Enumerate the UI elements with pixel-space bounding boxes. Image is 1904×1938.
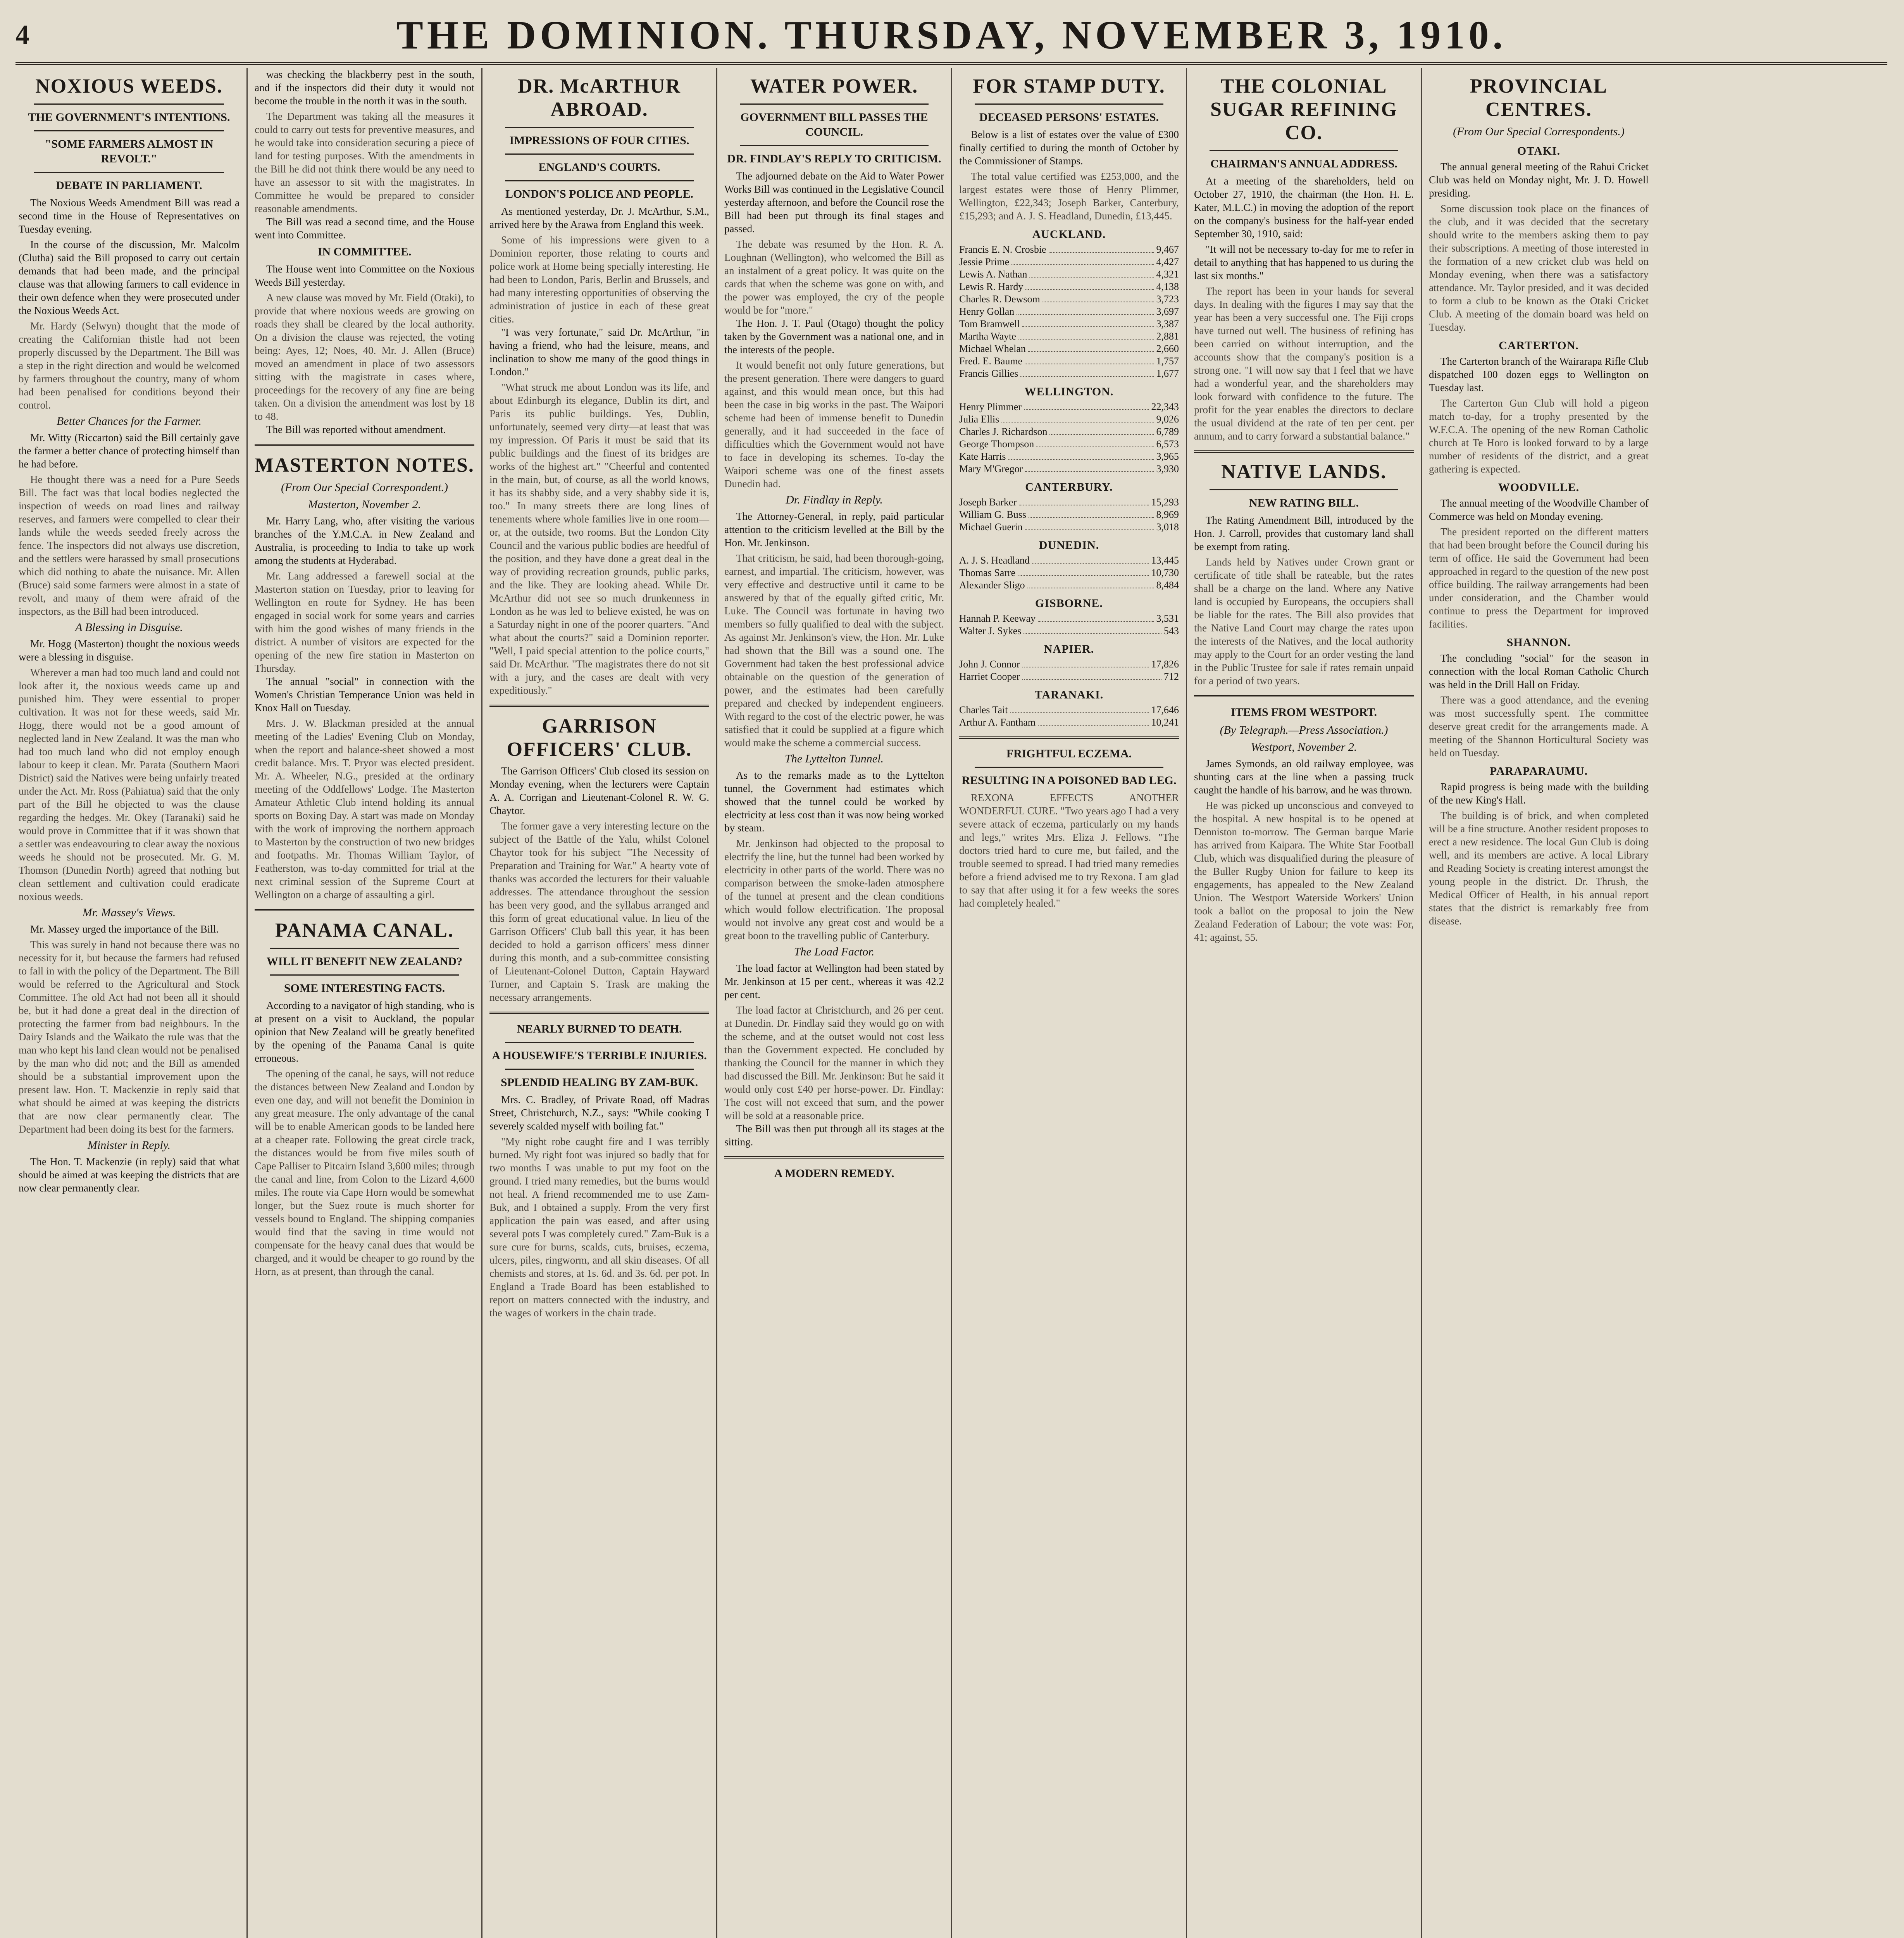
column-sugar-native-westport: THE COLONIAL SUGAR REFINING CO. CHAIRMAN'S ANNUAL ADDRESS. At a meeting of the shareholders, held on October 27, 1910, the chairman (the Hon. H. E. Kater, M.L.C.) in moving the adoption of the report on the company's business for the half-year ended September 30, 1910, said: "It will not be necessary to-day for me to refer in detail to anything that has happened to us during the last six months." The report has been in your hands for several days. In dealing with the figures I may say that the year has been a very successful one. The Fiji crops have turned out well. The business of refining has been carried on without interruption, and the accounts show that the company's position is a strong one. "I will now say that I feel that we have had a wonderful year, and the shareholders may look forward with confidence to the future. The profit for the year enables the directors to declare the usual dividend at the rate of ten per cent. per annum, and to carry forward a substantial balance." NATIVE LANDS. NEW RATING BILL. The Rating Amendment Bill, introduced by the Hon. J. Carroll, provides that customary land shall be exempt from rating. Lands held by Natives under Crown grant or certificate of title shall be rateable, but the rates shall be a charge on the land. Where any Native land is occupied by Europeans, the occupiers shall be liable for the rates. The Bill also provides that the Native Land Court may charge the rates upon the interests of the Natives, and the local authority may apply to the Court for an order vesting the land in the Public Trustee for sale if rates remain unpaid for a period of two years. ITEMS FROM WESTPORT. (By Telegraph.—Press Association.) Westport, November 2. James Symonds, an old railway employee, was shunting cars at the line when a passing truck caught the handle of his barrow, and he was thrown. He was picked up unconscious and conveyed to the hospital. A new hospital is to be opened at Denniston to-morrow. The German barque Marie has arrived from Kaipara. The White Star Football Club, which was disqualified during the pleasure of the Buller Rugby Union for failure to keep its engagements, has appealed to the New Zealand Union. The Westport Waterside Workers' Union took a ballot on the proposal to join the New Zealand Federation of Labour; the vote was: For, 41; against, 55. xyxy=(1186,68,1421,1938)
article-paragraph: Rapid progress is being made with the building of the new King's Hall. xyxy=(1429,781,1649,806)
region-heading: CARTERTON. xyxy=(1499,339,1579,352)
subheading: CHAIRMAN'S ANNUAL ADDRESS. xyxy=(1210,157,1397,170)
article-paragraph: was checking the blackberry pest in the south, and if the inspectors did their duty it would not become the trouble in the north it was in the south. xyxy=(255,69,474,107)
region-heading: GISBORNE. xyxy=(1035,597,1103,610)
subheading: DEBATE IN PARLIAMENT. xyxy=(56,179,202,192)
section-heading: Mr. Massey's Views. xyxy=(82,906,176,919)
subheading: "SOME FARMERS ALMOST IN REVOLT." xyxy=(45,138,214,165)
dateline: Westport, November 2. xyxy=(1251,741,1357,753)
subheading: IMPRESSIONS OF FOUR CITIES. xyxy=(509,134,689,147)
headline: DR. McARTHUR ABROAD. xyxy=(518,75,681,121)
headline: THE COLONIAL SUGAR REFINING CO. xyxy=(1210,75,1398,144)
estate-row: A. J. S. Headland 13,445 xyxy=(959,555,1179,566)
article-paragraph: The Attorney-General, in reply, paid particular attention to the criticism levelled at the Bill by the Hon. Mr. Jenkinson. xyxy=(724,510,944,548)
section-heading: A Blessing in Disguise. xyxy=(75,621,183,634)
article-paragraph: At a meeting of the shareholders, held on October 27, 1910, the chairman (the Hon. H. E. Kater, M.L.C.) in moving the adoption of the report on the company's business for the half-year ended September 30, 1910, said: xyxy=(1194,175,1414,240)
region-heading: AUCKLAND. xyxy=(1032,228,1106,241)
subheading: RESULTING IN A POISONED BAD LEG. xyxy=(961,774,1177,787)
subheading: SOME INTERESTING FACTS. xyxy=(284,982,445,995)
subheading: ENGLAND'S COURTS. xyxy=(538,161,660,174)
estate-row: Walter J. Sykes 543 xyxy=(959,625,1179,636)
section-heading: Minister in Reply. xyxy=(87,1139,171,1152)
region-heading: OTAKI. xyxy=(1517,145,1561,157)
estate-row: Charles Tait 17,646 xyxy=(959,704,1179,716)
headline: MASTERTON NOTES. xyxy=(255,454,474,476)
estate-row: Lewis R. Hardy 4,138 xyxy=(959,281,1179,292)
article-paragraph: "I was very fortunate," said Dr. McArthur, "in having a friend, who had the leisure, means, and inclination to show me many of the good things in London." xyxy=(489,326,709,378)
subheading: ITEMS FROM WESTPORT. xyxy=(1230,706,1377,719)
estate-row: Henry Gollan 3,697 xyxy=(959,306,1179,317)
masthead-title: THE DOMINION. THURSDAY, NOVEMBER 3, 1910. xyxy=(396,12,1507,57)
region-heading: TARANAKI. xyxy=(1034,688,1104,701)
article-paragraph: The annual meeting of the Woodville Chamber of Commerce was held on Monday evening. xyxy=(1429,497,1649,522)
estate-row: Julia Ellis 9,026 xyxy=(959,414,1179,425)
byline: (From Our Special Correspondents.) xyxy=(1453,125,1625,138)
section-heading: Dr. Findlay in Reply. xyxy=(786,493,883,506)
column-provincial-centres: PROVINCIAL CENTRES. (From Our Special Correspondents.) OTAKI. The annual general meeting of the Rahui Cricket Club was held on Monday night, Mr. J. D. Howell presiding. Some discussion took place on the finances of the club, and it was decided that the secretary should write to the members asking them to pay their subscriptions. A meeting of those interested in the formation of a new cricket club was held on Monday evening, when there was a satisfactory attendance. Mr. Taylor presided, and it was decided to form a club to be known as the Otaki Cricket Club. A meeting of the domain board was held on Tuesday. CARTERTON. The Carterton branch of the Wairarapa Rifle Club dispatched 100 dozen eggs to Wellington on Tuesday last. The Carterton Gun Club will hold a pigeon match to-day, for a trophy presented by the W.F.C.A. The opening of the new Roman Catholic church at Te Horo is looked forward to by a large number of residents of the district, and a great gathering is expected. WOODVILLE. The annual meeting of the Woodville Chamber of Commerce was held on Monday evening. The president reported on the different matters that had been brought before the Council during his term of office. He said the Government had been approached in regard to the question of the new post office building. The railway arrangements had been under consideration, and the Chamber would continue to press the Department for improved facilities. SHANNON. The concluding "social" for the season in connection with the local Roman Catholic Church was held in the Drill Hall on Friday. There was a good attendance, and the evening was most successfully spent. The committee deserve great credit for the arrangements made. A meeting of the Shannon Horticultural Society was held on Tuesday. PARAPARAUMU. Rapid progress is being made with the building of the new King's Hall. The building is of brick, and when completed will be a fine structure. Another resident proposes to erect a new residence. The local Gun Club is doing well, and its members are active. A local Library and Reading Society is creating interest amongst the young people in the district. Dr. Thrush, the Medical Officer of Health, in his annual report states that the district is remarkably free from disease. xyxy=(1421,68,1656,1938)
subheading: THE GOVERNMENT'S INTENTIONS. xyxy=(28,111,230,124)
article-paragraph: The Garrison Officers' Club closed its session on Monday evening, when the lecturers were Captain A. A. Corrigan and Lieutenant-Colonel R. W. G. Chaytor. xyxy=(489,765,709,816)
subheading: NEARLY BURNED TO DEATH. xyxy=(517,1022,682,1035)
article-paragraph: The annual general meeting of the Rahui Cricket Club was held on Monday night, Mr. J. D. Howell presiding. xyxy=(1429,161,1649,199)
headline: WATER POWER. xyxy=(750,75,918,97)
region-heading: WOODVILLE. xyxy=(1498,481,1580,494)
article-paragraph: The annual "social" in connection with the Women's Christian Temperance Union was held in Knox Hall on Tuesday. xyxy=(255,676,474,714)
dateline: Masterton, November 2. xyxy=(308,498,421,511)
estate-row: Jessie Prime 4,427 xyxy=(959,256,1179,267)
byline: (By Telegraph.—Press Association.) xyxy=(1220,724,1388,736)
column-mcarthur-garrison-zambuk: DR. McARTHUR ABROAD. IMPRESSIONS OF FOUR CITIES. ENGLAND'S COURTS. LONDON'S POLICE AND PEOPLE. As mentioned yesterday, Dr. J. McArthur, S.M., arrived here by the Arawa from England this week. Some of his impressions were given to a Dominion reporter, those relating to courts and police work at Home being specially interesting. He had been to London, Paris, Berlin and Brussels, and had many interesting opportunities of observing the administration of justice in each of these great cities. "I was very fortunate," said Dr. McArthur, "in having a friend, who had the leisure, means, and inclination to show me many of the good things in London." "What struck me about London was its life, and about Edinburgh its elegance, Dublin its dirt, and Paris its public buildings. Yes, Dublin, unfortunately, seemed very dirty—at least that was my impression. Of Paris it must be said that its public buildings and the finest of its bridges are works of the highest art." "Cheerful and contented in the main, but, of course, as all the world knows, it has its shabby side, and a very shabby side it is, too." In many streets there are long lines of tenements where whole families live in one room—or, at the outside, two rooms. But the London City Council and the various public bodies are heedful of the position, and they have done a great deal in the way of providing recreation grounds, public parks, and the like. They are looking ahead. While Dr. McArthur did not see so much drunkenness in London as he was led to believe existed, he was on a Saturday night in one of the poorer quarters. "And what about the courts?" said a Dominion reporter. "Well, I paid special attention to the police courts," said Dr. McArthur. "The magistrates there do not sit with a jury, and the cases are dealt with very expeditiously." GARRISON OFFICERS' CLUB. The Garrison Officers' Club closed its session on Monday evening, when the lecturers were Captain A. A. Corrigan and Lieutenant-Colonel R. W. G. Chaytor. The former gave a very interesting lecture on the subject of the Battle of the Yalu, whilst Colonel Chaytor took for his subject "The Necessity of Preparation and Training for War." A hearty vote of thanks was accorded the lecturers for their valuable addresses. The attendance throughout the session has been very good, and the syllabus arranged and this form of great educational value. In lieu of the Garrison Officers' Club ball this year, it has been decided to hold a garrison officers' mess dinner during this month, and a sub-committee consisting of Lieutenant-Colonel Dutton, Captain Hayward Turner, and Captain S. Trask are making the necessary arrangements. NEARLY BURNED TO DEATH. A HOUSEWIFE'S TERRIBLE INJURIES. SPLENDID HEALING BY ZAM-BUK. Mrs. C. Bradley, of Private Road, off Madras Street, Christchurch, N.Z., says: "While cooking I severely scalded myself with boiling fat." "My night robe caught fire and I was terribly burned. My right foot was injured so badly that for two months I was unable to put my foot on the ground. I tried many remedies, but the burns would not heal. A friend recommended me to use Zam-Buk, and I obtained a supply. From the very first application the pain was eased, and after using several pots I was completely cured." Zam-Buk is a sure cure for burns, scalds, cuts, bruises, eczema, ulcers, piles, ringworm, and all skin diseases. Of all chemists and stores, at 1s. 6d. and 3s. 6d. per pot. In England a Trade Board has been established to report on matters connected with the industry, and the wages of workers in the chain trade. xyxy=(481,68,716,1938)
estate-row: Alexander Sligo 8,484 xyxy=(959,579,1179,591)
article-paragraph: The Bill was then put through all its stages at the sitting. xyxy=(724,1123,944,1148)
region-heading: SHANNON. xyxy=(1506,636,1571,649)
article-paragraph: Mr. Hogg (Masterton) thought the noxious weeds were a blessing in disguise. xyxy=(19,638,240,663)
estate-row: Tom Bramwell 3,387 xyxy=(959,318,1179,329)
article-paragraph: The Hon. J. T. Paul (Otago) thought the policy taken by the Government was a national one, and in the interests of the people. xyxy=(724,317,944,355)
estate-row: Mary M'Gregor 3,930 xyxy=(959,463,1179,474)
article-paragraph: In the course of the discussion, Mr. Malcolm (Clutha) said the Bill proposed to carry out certain demands that had been made, and the principal clause was that allowing farmers to call evidence in their own defence when they were prosecuted under the Noxious Weeds Act. xyxy=(19,239,240,316)
article-paragraph: The concluding "social" for the season in connection with the local Roman Catholic Church was held in the Drill Hall on Friday. xyxy=(1429,652,1649,690)
estate-row: Fred. E. Baume 1,757 xyxy=(959,355,1179,367)
estate-row: Arthur A. Fantham 10,241 xyxy=(959,717,1179,728)
subheading: A MODERN REMEDY. xyxy=(774,1167,894,1180)
region-heading: PARAPARAUMU. xyxy=(1489,765,1588,778)
article-paragraph: The Noxious Weeds Amendment Bill was read a second time in the House of Representatives on Tuesday evening. xyxy=(19,197,240,235)
region-heading: WELLINGTON. xyxy=(1024,385,1114,398)
section-heading: The Lyttelton Tunnel. xyxy=(785,752,884,765)
columns xyxy=(12,68,1891,1938)
estate-row: Charles R. Dewsom 3,723 xyxy=(959,293,1179,305)
article-paragraph: The Bill was reported without amendment. xyxy=(266,424,446,435)
region-heading: CANTERBURY. xyxy=(1025,481,1113,493)
headline: NOXIOUS WEEDS. xyxy=(35,75,223,97)
estate-row: Michael Guerin 3,018 xyxy=(959,521,1179,533)
subheading: NEW RATING BILL. xyxy=(1249,497,1359,509)
estate-row: Harriet Cooper 712 xyxy=(959,671,1179,682)
subheading: GOVERNMENT BILL PASSES THE COUNCIL. xyxy=(740,111,928,138)
byline: (From Our Special Correspondent.) xyxy=(281,481,448,494)
estate-row: Charles J. Richardson 6,789 xyxy=(959,426,1179,437)
subheading: DECEASED PERSONS' ESTATES. xyxy=(979,111,1159,124)
subheading: WILL IT BENEFIT NEW ZEALAND? xyxy=(266,955,463,968)
column-committee-masterton-panama: was checking the blackberry pest in the south, and if the inspectors did their duty it would not become the trouble in the north it was in the south. The Department was taking all the measures it could to carry out tests for preventive measures, and he would take into consideration securing a piece of land for testing purposes. With the amendments in the Bill he did not think there would be any need to have an assessor to sit with the magistrates. In Committee he would be prepared to consider reasonable amendments. The Bill was read a second time, and the House went into Committee. IN COMMITTEE. The House went into Committee on the Noxious Weeds Bill yesterday. A new clause was moved by Mr. Field (Otaki), to provide that where noxious weeds are growing on roads they shall be cleared by the local authority. On a division the clause was rejected, the voting being: Ayes, 12; Noes, 40. Mr. J. Allen (Bruce) moved an amendment in place of two assessors sitting with the magistrate in cases where, proceedings for the recovery of any fine are being taken. On a division the amendment was lost by 18 to 48. The Bill was reported without amendment. MASTERTON NOTES. (From Our Special Correspondent.) Masterton, November 2. Mr. Harry Lang, who, after visiting the various branches of the Y.M.C.A. in New Zealand and Australia, is proceeding to India to take up work among the students at Hyderabad. Mr. Lang addressed a farewell social at the Masterton station on Tuesday, prior to leaving for Wellington en route for Sydney. He has been engaged in social work for some years and carries with him the good wishes of many friends in the district. A number of visitors are expected for the opening of the new fire station in Masterton on Thursday. The annual "social" in connection with the Women's Christian Temperance Union was held in Knox Hall on Tuesday. Mrs. J. W. Blackman presided at the annual meeting of the Ladies' Evening Club on Monday, when the report and balance-sheet showed a most credit balance. Mrs. T. Pryor was elected president. Mr. A. Wheeler, N.G., presided at the ordinary meeting of the Oddfellows' Lodge. The Masterton Amateur Athletic Club intend holding its annual sports on Boxing Day. A start was made on Monday with the work of improving the northern approach to Masterton by the construction of two new bridges and footpaths. Mr. Thomas William Taylor, of Featherston, was to-day committed for trial at the next criminal session of the Supreme Court at Wellington on a charge of assaulting a girl. PANAMA CANAL. WILL IT BENEFIT NEW ZEALAND? SOME INTERESTING FACTS. According to a navigator of high standing, who is at present on a visit to Auckland, the popular opinion that New Zealand will be greatly benefited by the opening of the Panama Canal is quite erroneous. The opening of the canal, he says, will not reduce the distances between New Zealand and London by even one day, and will not benefit the Dominion in any great measure. The only advantage of the canal will be to enable American goods to be landed here at a cheaper rate. Following the great circle track, the distances would be from five miles south of Cape Palliser to Pitcairn Island 3,600 miles; through the canal and line, from Colon to the Lizard 4,600 miles. The route via Cape Horn would be somewhat longer, but the Suez route is much shorter for vessels bound to England. The shipping companies would find that the saving in time would not compensate for the heavy canal dues that would be charged, and it would be cheaper to go round by the Horn, as at present, than through the canal. xyxy=(246,68,481,1938)
article-paragraph: Below is a list of estates over the value of £300 finally certified to during the month of October by the Commissioner of Stamps. xyxy=(959,129,1179,167)
headline: NATIVE LANDS. xyxy=(1221,461,1387,483)
subheading: DR. FINDLAY'S REPLY TO CRITICISM. xyxy=(727,152,941,165)
headline: PANAMA CANAL. xyxy=(275,919,454,941)
article-paragraph: The Hon. T. Mackenzie (in reply) said that what should be aimed at was keeping the districts that are now clear permanently clear. xyxy=(19,1156,240,1194)
estate-row: John J. Connor 17,826 xyxy=(959,659,1179,670)
headline: GARRISON OFFICERS' CLUB. xyxy=(507,715,692,760)
article-paragraph: The load factor at Wellington had been stated by Mr. Jenkinson at 15 per cent., whereas it was 42.2 per cent. xyxy=(724,962,944,1000)
section-heading: Better Chances for the Farmer. xyxy=(56,415,202,428)
article-paragraph: As to the remarks made as to the Lyttelton tunnel, the Government had estimates which showed that the tunnel could be worked by electricity at less cost than it was now being worked by steam. xyxy=(724,769,944,834)
article-paragraph: Mr. Witty (Riccarton) said the Bill certainly gave the farmer a better chance of protecting himself than he had before. xyxy=(19,432,240,470)
estate-row: Francis E. N. Crosbie 9,467 xyxy=(959,244,1179,255)
section-heading: The Load Factor. xyxy=(794,945,875,958)
region-heading: DUNEDIN. xyxy=(1039,539,1099,552)
column-noxious-weeds: NOXIOUS WEEDS. THE GOVERNMENT'S INTENTIONS. "SOME FARMERS ALMOST IN REVOLT." DEBATE IN PARLIAMENT. The Noxious Weeds Amendment Bill was read a second time in the House of Representatives on Tuesday evening. In the course of the discussion, Mr. Malcolm (Clutha) said the Bill proposed to carry out certain demands that had been made, and the principal clause was that allowing farmers to call evidence in their own defence when they were prosecuted under the Noxious Weeds Act. Mr. Hardy (Selwyn) thought that the mode of creating the Californian thistle had not been properly discussed by the Department. The Bill was a step in the right direction and would be welcomed by farmers throughout the country, many of whom had been penalised for conditions beyond their control. Better Chances for the Farmer. Mr. Witty (Riccarton) said the Bill certainly gave the farmer a better chance of protecting himself than he had before. He thought there was a need for a Pure Seeds Bill. The fact was that local bodies neglected the inspection of weeds on road lines and railway reserves, and farmers were compelled to clear their lands while the weeds seeded freely across the fence. The inspectors did not always use discretion, and the settlers were harassed by small prosecutions which did nothing to abate the nuisance. Mr. Allen (Bruce) said some farmers were almost in a state of revolt, and many of them were afraid of the inspectors, as the Bill had been introduced. A Blessing in Disguise. Mr. Hogg (Masterton) thought the noxious weeds were a blessing in disguise. Wherever a man had too much land and could not look after it, the noxious weeds came up and punished him. They were essential to proper cultivation. It was not for these weeds, said Mr. Hogg, there would not be a good amount of neglected land in New Zealand. It was the man who had too much land who did not employ enough labour to keep it clean. Mr. Parata (Southern Maori District) said the Natives were being unfairly treated under the Act. Mr. Ross (Pahiatua) said that the only part of the Bill he objected to was the clause regarding the hedges. Mr. Okey (Taranaki) said he would prove in Committee that if it was shown that a settler was endeavouring to clear away the noxious weeds he should not be prosecuted. Mr. G. M. Thomson (Dunedin North) agreed that nothing but clean settlement and cultivation could eradicate noxious weeds. Mr. Massey's Views. Mr. Massey urged the importance of the Bill. This was surely in hand not because there was no necessity for it, but because the farmers had refused to fall in with the policy of the Department. The Bill would be referred to the Agricultural and Stock Committee. The old Act had not been all it should be, but it had done a great deal in the direction of protecting the farmer from bad neighbours. In the Dairy Islands and the Waikato the rule was that the man who kept his land clean would not be penalised by the man who did not; and the Bill as amended should be a substantial improvement upon the present law. Hon. T. Mackenzie in reply said that what should be aimed at was keeping the districts that are now clear permanently clear. The Department had been doing its best for the farmers. Minister in Reply. The Hon. T. Mackenzie (in reply) said that what should be aimed at was keeping the districts that are now clear permanently clear. xyxy=(19,75,240,1194)
estate-row: William G. Buss 8,969 xyxy=(959,509,1179,520)
column-water-power: WATER POWER. GOVERNMENT BILL PASSES THE COUNCIL. DR. FINDLAY'S REPLY TO CRITICISM. The adjourned debate on the Aid to Water Power Works Bill was continued in the Legislative Council yesterday afternoon, and before the Council rose the Bill had been put through its final stages and passed. The debate was resumed by the Hon. R. A. Loughnan (Wellington), who welcomed the Bill as an instalment of a great policy. It was quite on the cards that when the scheme was gone on with, and the power was employed, the cry of the people would be for "more." The Hon. J. T. Paul (Otago) thought the policy taken by the Government was a national one, and in the interests of the people. It would benefit not only future generations, but the present generation. There were dangers to guard against, and this would mean once, but this had been the case in big works in the past. The Waipori scheme had been of immense benefit to Dunedin generally, and it had succeeded in the face of difficulties which the Government would not have to face in developing its schemes. To-day the Waipori scheme was one of the finest assets Dunedin had. Dr. Findlay in Reply. The Attorney-General, in reply, paid particular attention to the criticism levelled at the Bill by the Hon. Mr. Jenkinson. That criticism, he said, had been thorough-going, earnest, and impartial. The criticism, however, was very effective and destructive until it came to be answered by that of the equally gifted critic, Mr. Luke. The Council was fortunate in having two members so fully qualified to deal with the subject. As against Mr. Jenkinson's view, the Hon. Mr. Luke had shown that the Bill was a sound one. The Government had taken the best professional advice obtainable on the question of the generation of power, and the estimates had been carefully prepared and checked by independent engineers. With regard to the cost of the electric power, he was satisfied that it could be supplied at a figure which would make the scheme a commercial success. The Lyttelton Tunnel. As to the remarks made as to the Lyttelton tunnel, the Government had estimates which showed that the tunnel could be worked by electricity at less cost than it was now being worked by steam. Mr. Jenkinson had objected to the proposal to electrify the line, but the tunnel had been worked by electricity in other parts of the world. There was no comparison between the smoke-laden atmosphere of the tunnel at present and the clean conditions which would follow electrification. The proposal would not involve any great cost and would be a great boon to the travelling public of Canterbury. The Load Factor. The load factor at Wellington had been stated by Mr. Jenkinson at 15 per cent., whereas it was 42.2 per cent. The load factor at Christchurch, and 26 per cent. at Dunedin. Dr. Findlay said they would go on with the scheme, and at the outset would not cost less than the Government expected. He concluded by thanking the Council for the manner in which they had discussed the Bill. Mr. Jenkinson: But he said it would only cost £40 per horse-power. Dr. Findlay: The cost will not exceed that sum, and the power will be sold at a reasonable price. The Bill was then put through all its stages at the sitting. A MODERN REMEDY. xyxy=(716,68,951,1938)
article-paragraph: The adjourned debate on the Aid to Water Power Works Bill was continued in the Legislative Council yesterday afternoon, and before the Council rose the Bill had been put through its final stages and passed. xyxy=(724,170,944,234)
headline: PROVINCIAL CENTRES. xyxy=(1470,75,1608,121)
section-heading: IN COMMITTEE. xyxy=(317,245,412,258)
article-paragraph: The Carterton branch of the Wairarapa Rifle Club dispatched 100 dozen eggs to Wellington on Tuesday last. xyxy=(1429,355,1649,393)
article-paragraph: Mr. Massey urged the importance of the Bill. xyxy=(30,923,219,935)
subheading: A HOUSEWIFE'S TERRIBLE INJURIES. xyxy=(492,1049,707,1062)
subheading: LONDON'S POLICE AND PEOPLE. xyxy=(505,188,694,200)
estate-row: Martha Wayte 2,881 xyxy=(959,331,1179,342)
estate-row: Joseph Barker 15,293 xyxy=(959,497,1179,508)
estate-row: Thomas Sarre 10,730 xyxy=(959,567,1179,578)
article-paragraph: Mrs. C. Bradley, of Private Road, off Madras Street, Christchurch, N.Z., says: "While cooking I severely scalded myself with boiling fat." xyxy=(489,1094,709,1132)
article-paragraph: As mentioned yesterday, Dr. J. McArthur, S.M., arrived here by the Arawa from England this week. xyxy=(489,205,709,230)
article-paragraph: The House went into Committee on the Noxious Weeds Bill yesterday. xyxy=(255,263,474,288)
estate-row: Henry Plimmer 22,343 xyxy=(959,401,1179,412)
estate-row: Francis Gillies 1,677 xyxy=(959,368,1179,379)
article-paragraph: James Symonds, an old railway employee, was shunting cars at the line when a passing truck caught the handle of his barrow, and he was thrown. xyxy=(1194,758,1414,796)
estate-row: Hannah P. Keeway 3,531 xyxy=(959,613,1179,624)
estate-row: Kate Harris 3,965 xyxy=(959,451,1179,462)
headline: FOR STAMP DUTY. xyxy=(973,75,1165,97)
article-paragraph: Mr. Harry Lang, who, after visiting the various branches of the Y.M.C.A. in New Zealand and Australia, is proceeding to India to take up work among the students at Hyderabad. xyxy=(255,515,474,566)
region-heading: NAPIER. xyxy=(1044,643,1094,655)
subheading: SPLENDID HEALING BY ZAM-BUK. xyxy=(501,1076,698,1089)
article-paragraph: "It will not be necessary to-day for me to refer in detail to anything that has happened to us during the last six months." xyxy=(1194,243,1414,281)
column-stamp-duty: FOR STAMP DUTY. DECEASED PERSONS' ESTATES. Below is a list of estates over the value of £300 finally certified to during the month of October by the Commissioner of Stamps. The total value certified was £253,000, and the largest estates were those of Henry Plimmer, Wellington, £22,343; Joseph Barker, Canterbury, £15,293; and A. J. S. Headland, Dunedin, £13,445. AUCKLAND. Francis E. N. Crosbie 9,467 Jessie Prime 4,427 Lewis A. Nathan 4,321 Lewis R. Hardy 4,138 Charles R. Dewsom 3,723 Henry Gollan 3,697 Tom Bramwell 3,387 Martha Wayte 2,881 Michael Whelan 2,660 Fred. E. Baume 1,757 Francis Gillies 1,677 WELLINGTON. Henry Plimmer 22,343 Julia Ellis 9,026 Charles J. Richardson 6,789 George Thompson 6,573 Kate Harris 3,965 Mary M'Gregor 3,930 CANTERBURY. Joseph Barker 15,293 William G. Buss 8,969 Michael Guerin 3,018 DUNEDIN. A. J. S. Headland 13,445 Thomas Sarre 10,730 Alexander Sligo 8,484 GISBORNE. Hannah P. Keeway 3,531 Walter J. Sykes 543 NAPIER. John J. Connor 17,826 Harriet Cooper 712 TARANAKI. Charles Tait 17,646 Arthur A. Fantham 10,241 FRIGHTFUL ECZEMA. RESULTING IN A POISONED BAD LEG. REXONA EFFECTS ANOTHER WONDERFUL CURE. "Two years ago I had a very severe attack of eczema, particularly on my hands and legs," writes Mrs. Eliza J. Fellows. "The doctors tried hard to cure me, but failed, and the trouble seemed to spread. I had tried many remedies before a friend advised me to try Rexona. I am glad to say that after using it for a few weeks the sores had completely healed." xyxy=(951,68,1186,1938)
article-paragraph: The Rating Amendment Bill, introduced by the Hon. J. Carroll, provides that customary land shall be exempt from rating. xyxy=(1194,514,1414,552)
article-paragraph: According to a navigator of high standing, who is at present on a visit to Auckland, the popular opinion that New Zealand will be greatly benefited by the opening of the Panama Canal is quite erroneous. xyxy=(255,1000,474,1064)
estate-row: Michael Whelan 2,660 xyxy=(959,343,1179,354)
estate-row: George Thompson 6,573 xyxy=(959,438,1179,450)
article-paragraph: The Bill was read a second time, and the House went into Committee. xyxy=(255,216,474,241)
subheading: FRIGHTFUL ECZEMA. xyxy=(1006,747,1132,760)
page-number: 4 xyxy=(16,19,29,50)
estate-row: Lewis A. Nathan 4,321 xyxy=(959,269,1179,280)
masthead xyxy=(16,8,1887,65)
